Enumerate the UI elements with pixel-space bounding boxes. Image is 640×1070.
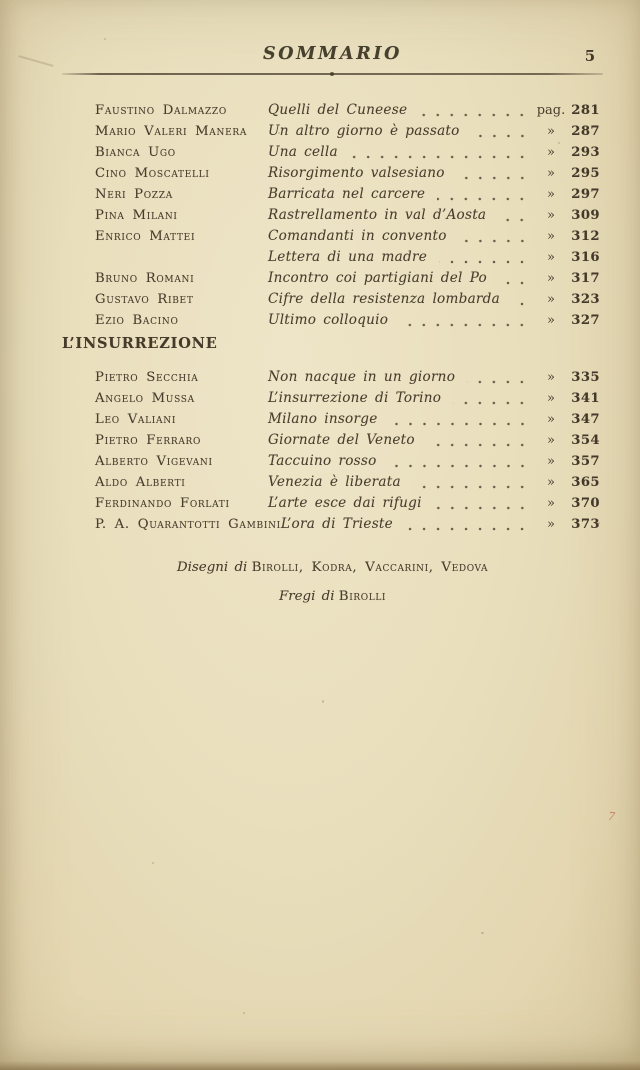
toc-title: Un altro giorno è passato: [268, 123, 460, 139]
toc-page-number: 370: [571, 496, 600, 511]
dot-leader: [437, 190, 532, 205]
page-number: 5: [584, 47, 596, 65]
toc-page-number: 327: [571, 313, 600, 328]
page-abbrev: »: [547, 166, 555, 181]
credits-ornaments-names: Birolli: [338, 589, 387, 604]
toc-page-number: 341: [571, 391, 600, 406]
page-abbrev: »: [547, 496, 555, 511]
page-abbrev: »: [547, 412, 555, 427]
paper-speck: [481, 932, 484, 934]
credits-ornaments: [62, 589, 603, 604]
toc-row: [95, 514, 600, 535]
red-ink-mark: 7: [607, 809, 616, 824]
toc-row: [95, 268, 600, 289]
toc-title: Comandanti in convento: [268, 228, 447, 244]
page-abbrev: »: [547, 229, 555, 244]
page-abbrev: »: [547, 391, 555, 406]
toc-author: Pietro Ferraro: [95, 433, 202, 448]
dot-leader: [389, 457, 532, 472]
page-abbrev: »: [547, 475, 555, 490]
paper-speck: [152, 862, 154, 864]
dot-leader: [498, 211, 532, 226]
toc-page-number: 293: [571, 145, 600, 160]
toc-row: [95, 163, 600, 184]
page-abbrev: »: [547, 187, 555, 202]
toc-title: Ultimo colloquio: [268, 312, 389, 328]
toc-title: Taccuino rosso: [268, 453, 377, 469]
toc-author: Angelo Mussa: [95, 391, 195, 406]
page-abbrev: »: [547, 250, 555, 265]
dot-leader: [419, 106, 532, 121]
paper-scratch: [18, 55, 53, 66]
toc-author: Neri Pozza: [95, 187, 173, 202]
toc-page-number: 316: [571, 250, 600, 265]
credits-designs-names: Birolli, Kodra, Vaccarini, Vedova: [251, 560, 489, 575]
toc-title: Incontro coi partigiani del Po: [268, 270, 487, 286]
toc-row: [95, 367, 600, 388]
page-bottom-edge: [0, 1061, 640, 1070]
toc-row: [95, 142, 600, 163]
dot-leader: [390, 415, 533, 430]
toc-row: [95, 184, 600, 205]
page-abbrev: »: [547, 124, 555, 139]
toc-page-number: 312: [571, 229, 600, 244]
toc-page-number: 317: [571, 271, 600, 286]
toc-title: Non nacque in un giorno: [268, 369, 456, 385]
toc-author: Aldo Alberti: [95, 475, 186, 490]
toc-page-number: 357: [571, 454, 600, 469]
page-abbrev: »: [547, 292, 555, 307]
dot-leader: [350, 148, 532, 163]
toc-author: Bruno Romani: [95, 271, 195, 286]
toc-author: Faustino Dalmazzo: [95, 103, 227, 118]
toc-title: Una cella: [268, 144, 338, 160]
section-heading-insurrezione: L’INSURREZIONE: [62, 335, 218, 352]
toc-author: Pina Milani: [95, 208, 178, 223]
toc-row: [95, 226, 600, 247]
rule-center-dot: [330, 72, 334, 76]
page-abbrev: »: [547, 313, 555, 328]
toc-row: [95, 310, 600, 331]
toc-title: L’insurrezione di Torino: [268, 390, 442, 406]
dot-leader: [467, 373, 532, 388]
page-abbrev: »: [547, 370, 555, 385]
toc-author: Cino Moscatelli: [95, 166, 210, 181]
toc-author: Bianca Ugo: [95, 145, 176, 160]
dot-leader: [400, 316, 532, 331]
dot-leader: [459, 232, 532, 247]
toc-page-number: 365: [571, 475, 600, 490]
toc-row: [95, 289, 600, 310]
credits-designs: [62, 560, 603, 575]
toc-row: [95, 247, 600, 268]
page-abbrev: »: [547, 433, 555, 448]
dot-leader: [413, 478, 532, 493]
toc-row: [95, 493, 600, 514]
toc-page-number: 309: [571, 208, 600, 223]
dot-leader: [405, 520, 532, 535]
toc-author: Alberto Vigevani: [95, 454, 213, 469]
toc-title: Barricata nel carcere: [268, 186, 426, 202]
toc-part1: [95, 100, 600, 331]
toc-author: Enrico Mattei: [95, 229, 196, 244]
page-abbrev: »: [547, 271, 555, 286]
toc-page-number: 335: [571, 370, 600, 385]
toc-title: L’arte esce dai rifugi: [268, 495, 422, 511]
page-title: SOMMARIO: [263, 44, 402, 64]
toc-title: Milano insorge: [268, 411, 378, 427]
paper-speck: [322, 700, 324, 703]
dot-leader: [512, 295, 532, 310]
toc-row: [95, 472, 600, 493]
page-abbrev: »: [547, 145, 555, 160]
dot-leader: [439, 253, 532, 268]
toc-page-number: 347: [571, 412, 600, 427]
page-abbrev: »: [547, 517, 555, 532]
credits-designs-prefix: Disegni di: [176, 560, 248, 575]
toc-title: Cifre della resistenza lombarda: [268, 291, 500, 307]
page-abbrev: pag.: [536, 103, 566, 118]
toc-row: [95, 121, 600, 142]
toc-author: Gustavo Ribet: [95, 292, 194, 307]
toc-page-number: 281: [571, 103, 600, 118]
toc-title: Venezia è liberata: [268, 474, 401, 490]
toc-page-number: 295: [571, 166, 600, 181]
toc-page-number: 373: [571, 517, 600, 532]
dot-leader: [434, 499, 532, 514]
toc-author: P. A. Quarantotti Gambini: [95, 517, 281, 532]
toc-title: Quelli del Cuneese: [268, 102, 408, 118]
page-abbrev: »: [547, 208, 555, 223]
dot-leader: [453, 394, 532, 409]
dot-leader: [457, 169, 532, 184]
toc-part2: [95, 367, 600, 535]
toc-page-number: 323: [571, 292, 600, 307]
toc-author: Leo Valiani: [95, 412, 177, 427]
toc-row: [95, 409, 600, 430]
toc-page-number: 297: [571, 187, 600, 202]
toc-title: Rastrellamento in val d’Aosta: [268, 207, 487, 223]
toc-row: [95, 430, 600, 451]
toc-row: [95, 100, 600, 121]
page-abbrev: »: [547, 454, 555, 469]
toc-author: Mario Valeri Manera: [95, 124, 248, 139]
toc-title: L’ora di Trieste: [280, 516, 393, 532]
toc-page-number: 354: [571, 433, 600, 448]
toc-row: [95, 451, 600, 472]
header-rule: [62, 73, 603, 75]
toc-row: [95, 205, 600, 226]
toc-page-number: 287: [571, 124, 600, 139]
paper-speck: [104, 38, 106, 40]
toc-title: Giornate del Veneto: [268, 432, 415, 448]
toc-title: Lettera di una madre: [268, 249, 428, 265]
toc-author: Pietro Secchia: [95, 370, 199, 385]
toc-author: Ferdinando Forlati: [95, 496, 230, 511]
toc-title: Risorgimento valsesiano: [268, 165, 445, 181]
dot-leader: [499, 274, 532, 289]
toc-row: [95, 388, 600, 409]
dot-leader: [427, 436, 532, 451]
toc-author: Ezio Bacino: [95, 313, 179, 328]
paper-speck: [243, 1012, 245, 1014]
dot-leader: [472, 127, 532, 142]
credits-ornaments-prefix: Fregi di: [278, 589, 335, 604]
